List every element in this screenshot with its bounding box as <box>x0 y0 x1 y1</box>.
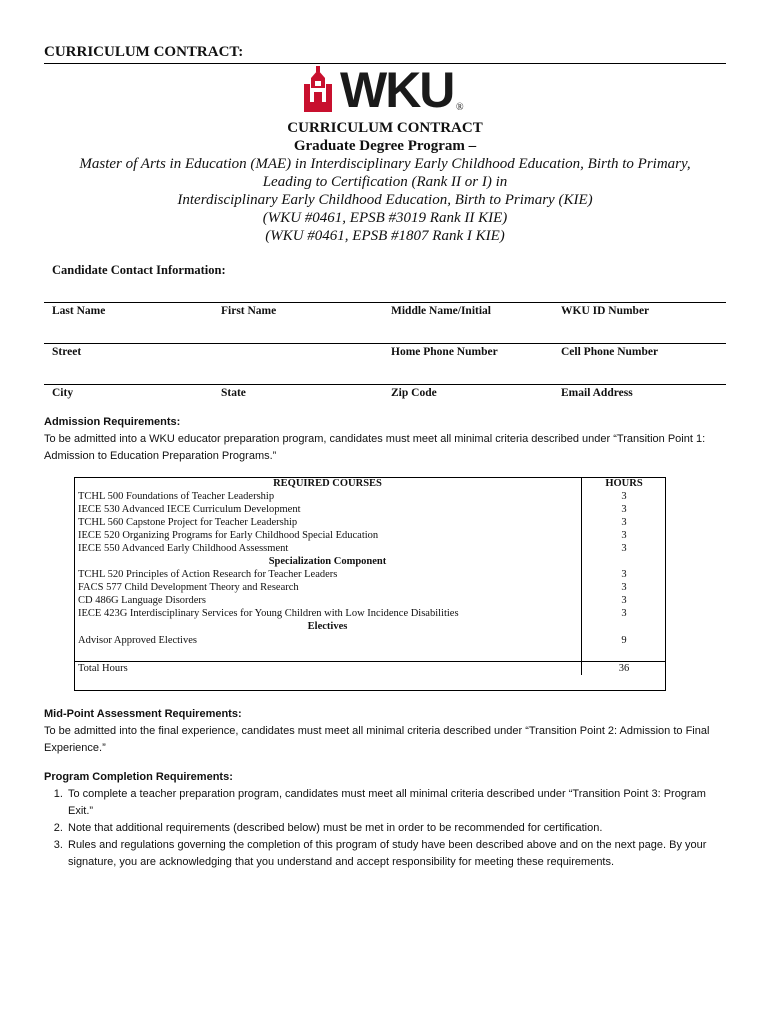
completion-section <box>44 769 724 871</box>
table-row <box>74 581 666 594</box>
field-middle-name[interactable]: Middle Name/Initial <box>391 305 491 317</box>
course-name: TCHL 520 Principles of Action Research for Teacher Leaders <box>78 569 338 580</box>
field-home-phone[interactable]: Home Phone Number <box>391 346 498 358</box>
contact-heading: Candidate Contact Information: <box>52 263 226 277</box>
course-hours: 3 <box>582 529 667 542</box>
course-name: IECE 550 Advanced Early Childhood Assessment <box>78 543 289 554</box>
table-row <box>74 490 666 503</box>
specialization-heading: Specialization Component <box>268 556 387 567</box>
field-city[interactable]: City <box>52 387 74 399</box>
registered-mark: ® <box>456 102 464 113</box>
table-header-row <box>74 477 666 490</box>
title-rank1-code: (WKU #0461, EPSB #1807 Rank I KIE) <box>265 228 505 244</box>
col-required-courses: REQUIRED COURSES <box>273 478 382 489</box>
course-name: FACS 577 Child Development Theory and Research <box>78 582 299 593</box>
course-name: CD 486G Language Disorders <box>78 595 207 606</box>
table-row <box>74 607 666 620</box>
course-hours: 3 <box>582 542 667 555</box>
contact-rule-3 <box>44 384 726 385</box>
course-name: IECE 423G Interdisciplinary Services for Young Children with Low Incidence Disabilities <box>78 608 459 619</box>
table-row <box>74 594 666 607</box>
wku-logo-text: WKU <box>340 62 454 118</box>
completion-list <box>44 786 724 871</box>
course-name: TCHL 500 Foundations of Teacher Leadership <box>78 491 275 502</box>
specialization-heading-row <box>74 555 666 568</box>
table-row <box>74 503 666 516</box>
table-row <box>74 542 666 555</box>
total-hours: 36 <box>582 662 667 676</box>
required-courses-table <box>74 477 666 675</box>
total-row <box>74 662 666 676</box>
title-certification: Leading to Certification (Rank II or I) in <box>262 174 508 190</box>
admission-section <box>44 414 724 465</box>
course-hours: 3 <box>582 503 667 516</box>
list-item: 3. Rules and regulations governing the completion of this program of study have been described above and on the next page. By your signature, you are acknowledging that you understand and accept responsibility for meeting these requirements. <box>66 837 724 871</box>
title-kie: Interdisciplinary Early Childhood Education, Birth to Primary (KIE) <box>177 192 593 208</box>
admission-text: To be admitted into a WKU educator preparation program, candidates must meet all minimal criteria described under “Transition Point 1: Admission to Education Preparation Programs.” <box>44 433 706 462</box>
course-hours: 3 <box>582 607 667 620</box>
field-street[interactable]: Street <box>52 346 82 358</box>
wku-logo <box>300 64 470 120</box>
admission-heading: Admission Requirements: <box>44 416 181 428</box>
list-item: 2. Note that additional requirements (described below) must be met in order to be recommended for certification. <box>66 820 724 837</box>
list-item: 1. To complete a teacher preparation program, candidates must meet all minimal criteria described under “Transition Point 3: Program Exit.” <box>66 786 724 820</box>
completion-heading: Program Completion Requirements: <box>44 771 233 783</box>
title-program: Graduate Degree Program – <box>293 138 477 154</box>
course-hours: 3 <box>582 516 667 529</box>
course-name: Advisor Approved Electives <box>78 635 197 646</box>
electives-heading: Electives <box>307 621 348 632</box>
document-heading: CURRICULUM CONTRACT: <box>44 44 244 60</box>
contact-rule-2 <box>44 343 726 344</box>
field-wku-id[interactable]: WKU ID Number <box>561 305 650 317</box>
course-name: IECE 520 Organizing Programs for Early Childhood Special Education <box>78 530 379 541</box>
title-degree: Master of Arts in Education (MAE) in Interdisciplinary Early Childhood Education, Birth to Primary, <box>79 156 691 172</box>
course-hours: 3 <box>582 568 667 581</box>
col-hours: HOURS <box>582 477 667 490</box>
course-hours: 3 <box>582 490 667 503</box>
field-last-name[interactable]: Last Name <box>52 305 106 317</box>
field-email[interactable]: Email Address <box>561 387 633 399</box>
field-cell-phone[interactable]: Cell Phone Number <box>561 346 659 358</box>
electives-heading-row <box>74 620 666 633</box>
course-hours: 3 <box>582 594 667 607</box>
total-label: Total Hours <box>74 662 582 676</box>
midpoint-text: To be admitted into the final experience, candidates must meet all minimal criteria described under “Transition Point 2: Admission to Final Experience.” <box>44 725 710 754</box>
title-rank2-code: (WKU #0461, EPSB #3019 Rank II KIE) <box>262 210 508 226</box>
field-first-name[interactable]: First Name <box>221 305 277 317</box>
midpoint-heading: Mid-Point Assessment Requirements: <box>44 708 242 720</box>
table-row <box>74 529 666 542</box>
table-row <box>74 633 666 647</box>
title-contract: CURRICULUM CONTRACT <box>287 120 483 136</box>
contact-rule-1 <box>44 302 726 303</box>
table-row <box>74 568 666 581</box>
course-name: TCHL 560 Capstone Project for Teacher Leadership <box>78 517 298 528</box>
field-state[interactable]: State <box>221 387 246 399</box>
midpoint-section <box>44 706 724 757</box>
table-row <box>74 516 666 529</box>
field-zip[interactable]: Zip Code <box>391 387 437 399</box>
course-hours: 9 <box>582 633 667 647</box>
course-name: IECE 530 Advanced IECE Curriculum Development <box>78 504 301 515</box>
course-hours: 3 <box>582 581 667 594</box>
